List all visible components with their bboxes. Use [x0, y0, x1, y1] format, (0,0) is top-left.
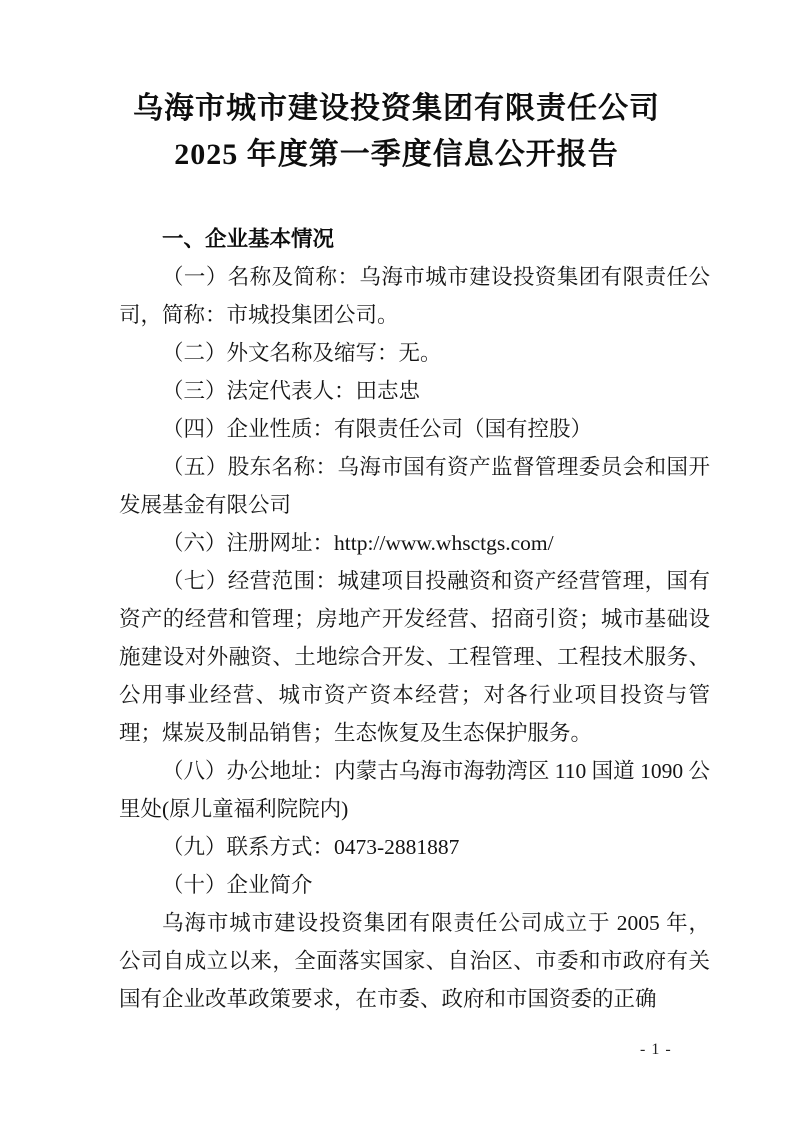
- paragraph: （七）经营范围：城建项目投融资和资产经营管理，国有资产的经营和管理；房地产开发经营、招商引资；城市基础设施建设对外融资、土地综合开发、工程管理、工程技术服务、公用事业经营、城市资产资本经营；对各行业项目投资与管理；煤炭及制品销售；生态恢复及生态保护服务。: [119, 569, 710, 745]
- paragraph: （五）股东名称：乌海市国有资产监督管理委员会和国开发展基金有限公司: [119, 455, 710, 517]
- paragraph: （一）名称及简称：乌海市城市建设投资集团有限责任公司，简称：市城投集团公司。: [119, 265, 710, 327]
- section-heading-basic-info: 一、企业基本情况: [162, 227, 335, 251]
- paragraph: （四）企业性质：有限责任公司（国有控股）: [162, 417, 593, 441]
- document-title: [0, 0, 793, 178]
- document-title-line2: 2025 年度第一季度信息公开报告: [174, 138, 619, 171]
- page-number: - 1 -: [640, 1041, 672, 1058]
- document-body: [119, 258, 710, 1018]
- paragraph: （六）注册网址：http://www.whsctgs.com/: [162, 531, 554, 555]
- paragraph: 乌海市城市建设投资集团有限责任公司成立于 2005 年，公司自成立以来，全面落实国家、自治区、市委和市政府有关国有企业改革政策要求，在市委、政府和市国资委的正确: [119, 911, 710, 1011]
- paragraph: （三）法定代表人：田志忠: [162, 379, 421, 403]
- paragraph: （九）联系方式：0473-2881887: [162, 835, 460, 859]
- document-title-line1: 乌海市城市建设投资集团有限责任公司: [133, 92, 660, 125]
- paragraph: （八）办公地址：内蒙古乌海市海勃湾区 110 国道 1090 公里处(原儿童福利院院内): [119, 759, 710, 821]
- paragraph: （十）企业简介: [162, 873, 313, 897]
- paragraph: （二）外文名称及缩写：无。: [162, 341, 442, 365]
- document-content: [0, 220, 793, 1018]
